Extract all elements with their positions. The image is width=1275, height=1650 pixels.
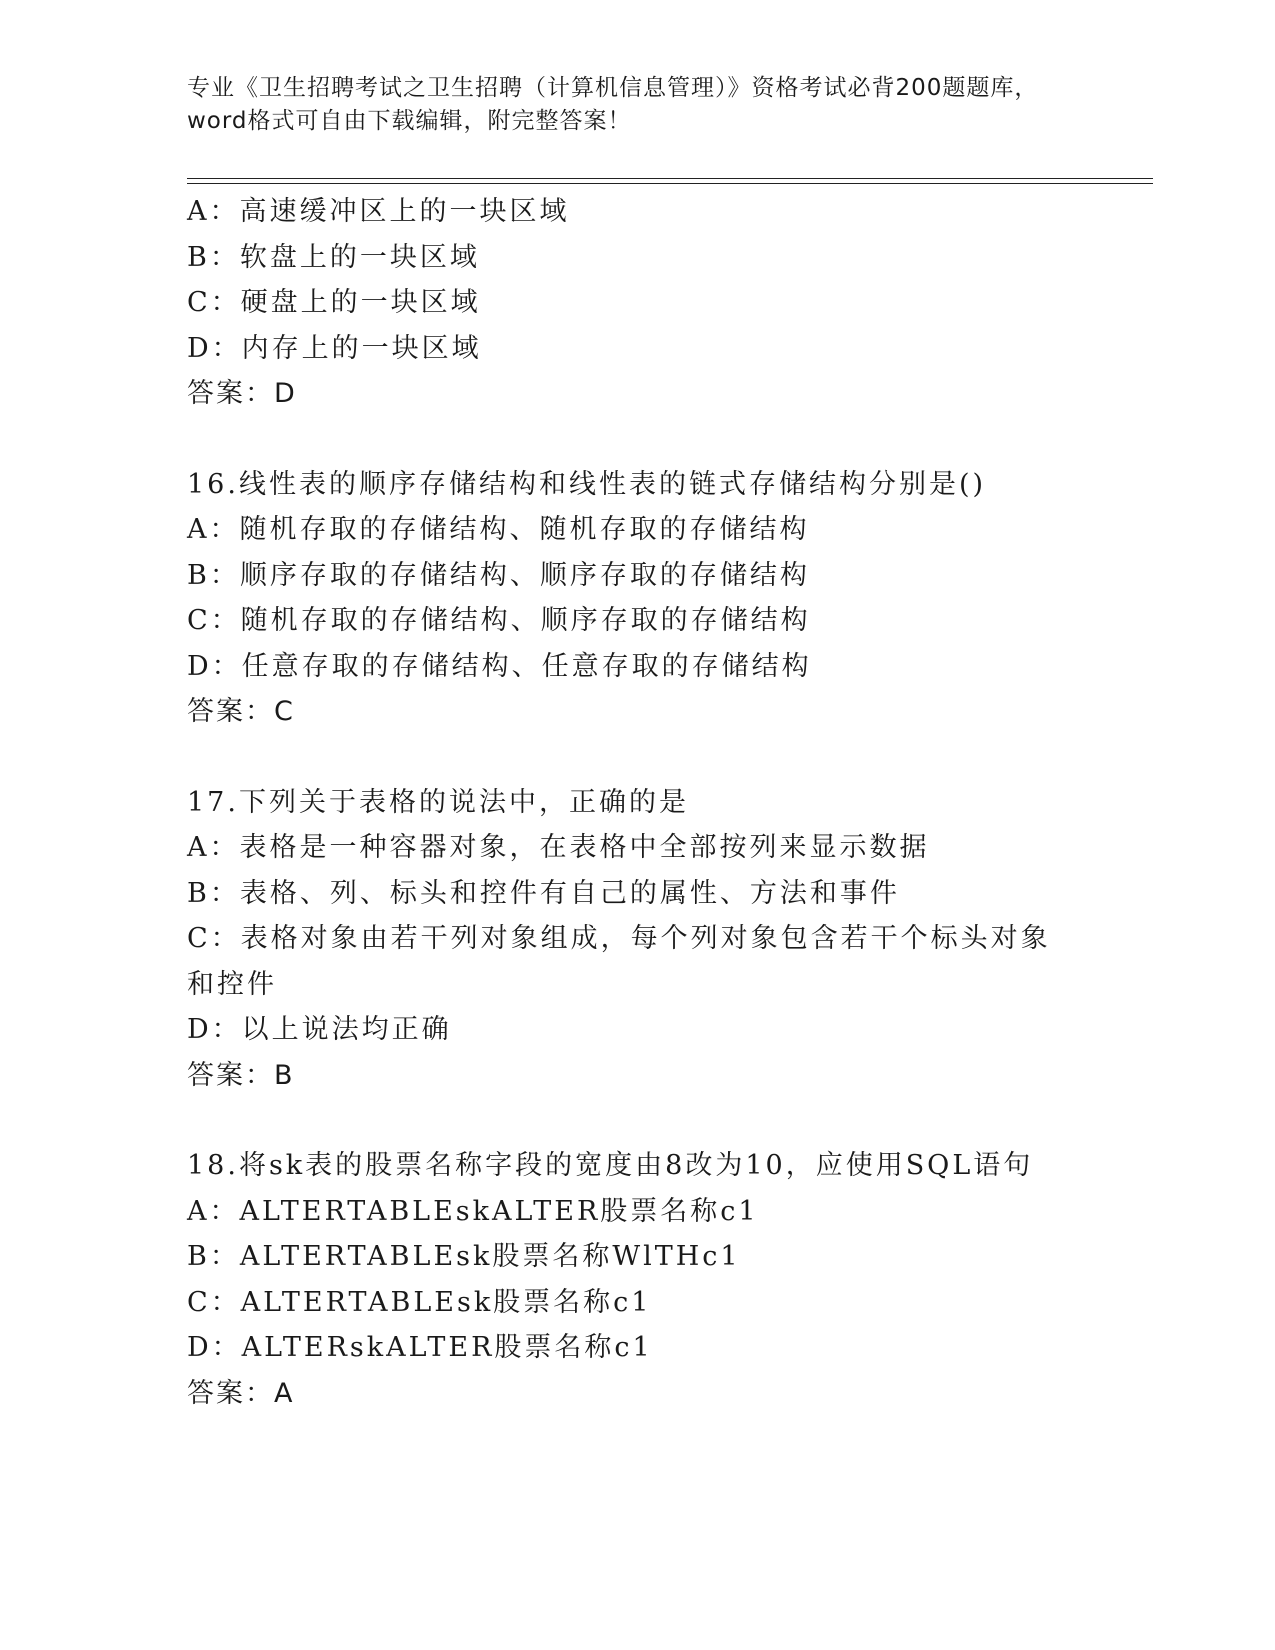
question-18 [187, 1143, 1087, 1416]
header-divider-top [187, 178, 1153, 179]
header-title-line-1: 专业《卫生招聘考试之卫生招聘（计算机信息管理）》资格考试必背200题题库， [187, 75, 1039, 101]
question-list [187, 189, 1087, 1416]
answer-line: 答案：B [187, 1059, 295, 1091]
option-c: C：硬盘上的一块区域 [187, 287, 481, 318]
header-divider-bottom [187, 183, 1153, 184]
question-17 [187, 780, 1087, 1099]
document-header [187, 72, 1087, 138]
option-d: D：任意存取的存储结构、任意存取的存储结构 [187, 650, 812, 682]
answer-line: 答案：D [187, 378, 297, 409]
option-b: B：软盘上的一块区域 [187, 241, 480, 273]
answer-line: 答案：A [187, 1377, 295, 1409]
question-text: 16.线性表的顺序存储结构和线性表的链式存储结构分别是() [187, 468, 987, 500]
option-d: D：内存上的一块区域 [187, 332, 482, 364]
question-16 [187, 462, 1087, 735]
option-a: A：表格是一种容器对象，在表格中全部按列来显示数据 [187, 832, 930, 863]
option-d: D：以上说法均正确 [187, 1014, 452, 1045]
option-a: A：随机存取的存储结构、随机存取的存储结构 [187, 514, 810, 545]
spacer [187, 417, 1087, 462]
option-b: B：顺序存取的存储结构、顺序存取的存储结构 [187, 559, 810, 591]
option-c: C：随机存取的存储结构、顺序存取的存储结构 [187, 605, 811, 636]
option-d: D：ALTERskALTER股票名称c1 [187, 1332, 653, 1363]
option-a: A：ALTERTABLEskALTER股票名称c1 [187, 1195, 759, 1227]
question-text: 17.下列关于表格的说法中，正确的是 [187, 786, 689, 818]
spacer [187, 735, 1087, 780]
question-15 [187, 189, 1087, 417]
answer-line: 答案：C [187, 696, 295, 727]
option-a: A：高速缓冲区上的一块区域 [187, 196, 570, 227]
question-text: 18.将sk表的股票名称字段的宽度由8改为10，应使用SQL语句 [187, 1150, 1034, 1181]
spacer [187, 1098, 1087, 1143]
option-c: C：表格对象由若干列对象组成，每个列对象包含若干个标头对象和控件 [187, 923, 1051, 1000]
header-title-line-2: word格式可自由下载编辑，附完整答案！ [187, 108, 632, 134]
option-b: B：表格、列、标头和控件有自己的属性、方法和事件 [187, 877, 900, 909]
option-b: B：ALTERTABLEsk股票名称WlTHc1 [187, 1241, 741, 1272]
option-c: C：ALTERTABLEsk股票名称c1 [187, 1286, 652, 1318]
